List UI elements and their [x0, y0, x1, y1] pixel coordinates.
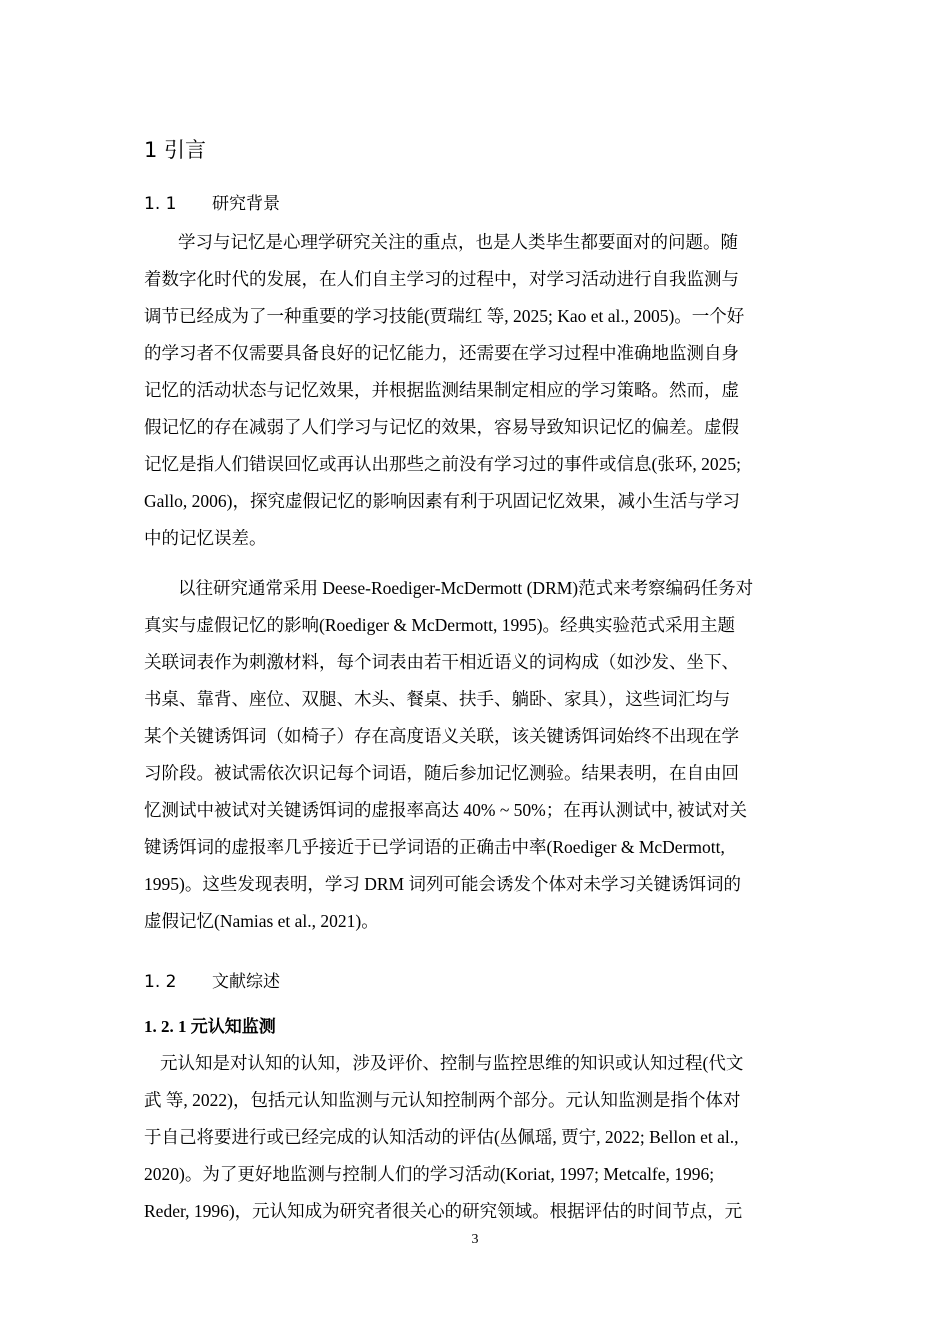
text-line: 关联词表作为刺激材料，每个词表由若干相近语义的词构成（如沙发、坐下、	[144, 652, 739, 672]
text-line: 以往研究通常采用 Deese-Roediger-McDermott (DRM)范式来考察编码任务对	[178, 578, 754, 598]
text-line: 键诱饵词的虚报率几乎接近于已学词语的正确击中率(Roediger & McDermott,	[144, 837, 725, 857]
section-heading-1-2	[144, 970, 280, 994]
text-line: 1995)。这些发现表明，学习 DRM 词列可能会诱发个体对未学习关键诱饵词的	[144, 874, 741, 894]
text-line: 虚假记忆(Namias et al., 2021)。	[144, 911, 379, 931]
text-line: 2020)。为了更好地监测与控制人们的学习活动(Koriat, 1997; Metcalfe, 1996;	[144, 1164, 715, 1184]
text-line: Reder, 1996)，元认知成为研究者很关心的研究领域。根据评估的时间节点，元	[144, 1201, 743, 1221]
text-line: 的学习者不仅需要具备良好的记忆能力，还需要在学习过程中准确地监测自身	[144, 343, 739, 363]
text-line: 某个关键诱饵词（如椅子）存在高度语义关联，该关键诱饵词始终不出现在学	[144, 726, 739, 746]
section-title: 文献综述	[212, 972, 280, 992]
text-line: 调节已经成为了一种重要的学习技能(贾瑞红 等, 2025; Kao et al., 2005)。一个好	[144, 306, 745, 326]
section-heading-1-1	[144, 192, 280, 216]
text-line: 记忆是指人们错误回忆或再认出那些之前没有学习过的事件或信息(张环, 2025;	[144, 454, 741, 474]
chapter-heading: 1 引言	[144, 138, 207, 162]
text-line: 忆测试中被试对关键诱饵词的虚报率高达 40% ~ 50%；在再认测试中, 被试对关	[144, 800, 747, 820]
text-line: 学习与记忆是心理学研究关注的重点，也是人类毕生都要面对的问题。随	[178, 232, 738, 252]
text-line: 真实与虚假记忆的影响(Roediger & McDermott, 1995)。经典实验范式采用主题	[144, 615, 736, 635]
text-line: 武 等, 2022)，包括元认知监测与元认知控制两个部分。元认知监测是指个体对	[144, 1090, 741, 1110]
text-line: 于自己将要进行或已经完成的认知活动的评估(丛佩瑶, 贾宁, 2022; Bellon et al.,	[144, 1127, 739, 1147]
section-number: 1. 1	[144, 194, 177, 214]
text-line: 记忆的活动状态与记忆效果，并根据监测结果制定相应的学习策略。然而，虚	[144, 380, 739, 400]
text-line: 中的记忆误差。	[144, 528, 267, 548]
subsection-heading-1-2-1: 1. 2. 1 元认知监测	[144, 1017, 276, 1036]
text-line: 习阶段。被试需依次识记每个词语，随后参加记忆测验。结果表明，在自由回	[144, 763, 739, 783]
text-line: 书桌、靠背、座位、双腿、木头、餐桌、扶手、躺卧、家具），这些词汇均与	[144, 689, 731, 709]
text-line: 假记忆的存在减弱了人们学习与记忆的效果，容易导致知识记忆的偏差。虚假	[144, 417, 739, 437]
page-number: 3	[471, 1232, 479, 1247]
text-line: 着数字化时代的发展，在人们自主学习的过程中，对学习活动进行自我监测与	[144, 269, 739, 289]
section-number: 1. 2	[144, 972, 177, 992]
section-title: 研究背景	[212, 194, 280, 214]
text-line: 元认知是对认知的认知，涉及评价、控制与监控思维的知识或认知过程(代文	[160, 1053, 744, 1073]
text-line: Gallo, 2006)，探究虚假记忆的影响因素有利于巩固记忆效果，减小生活与学习	[144, 491, 740, 511]
